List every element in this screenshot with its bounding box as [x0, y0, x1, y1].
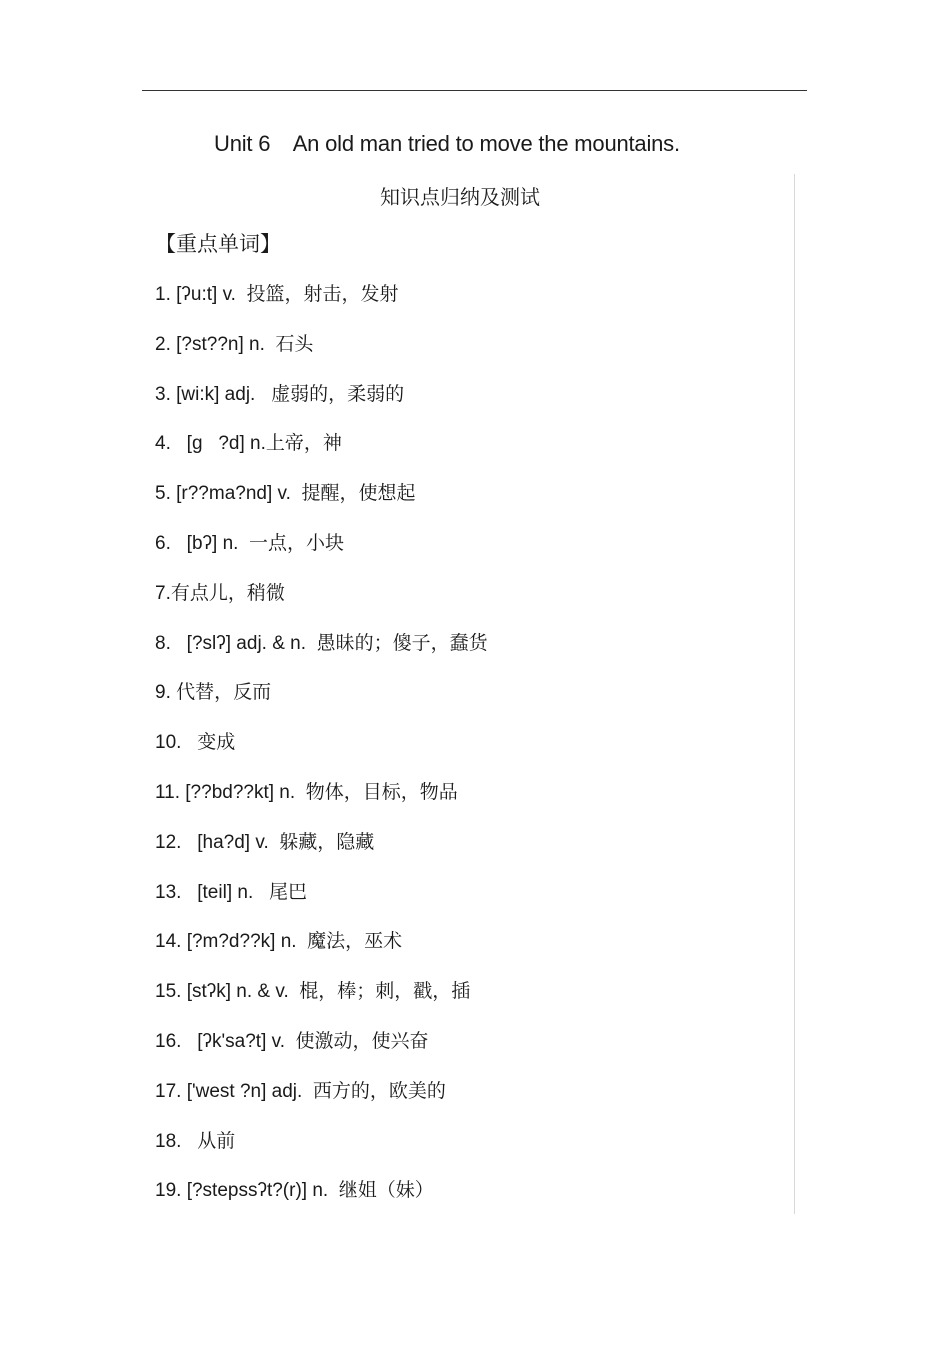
list-item: 5. [r??ma?nd] v. 提醒，使想起 [155, 483, 416, 505]
list-item: 10. 变成 [155, 732, 236, 754]
list-item: 4. [ɡ ?d] n.上帝，神 [155, 433, 342, 455]
list-item: 11. [??bd??kt] n. 物体，目标，物品 [155, 781, 458, 803]
list-item: 14. [?m?d??k] n. 魔法，巫术 [155, 931, 403, 953]
list-item: 7.有点儿，稍微 [155, 582, 285, 604]
list-item: 3. [wi:k] adj. 虚弱的，柔弱的 [155, 383, 405, 405]
margin-rule [794, 174, 795, 1214]
page-subtitle: 知识点归纳及测试 [380, 185, 540, 209]
list-item: 15. [stʔk] n. & v. 棍，棒；刺，戳，插 [155, 981, 471, 1003]
list-item: 18. 从前 [155, 1130, 236, 1152]
section-heading: 【重点单词】 [155, 232, 281, 256]
list-item: 8. [?slʔ] adj. & n. 愚昧的；傻子，蠢货 [155, 632, 488, 654]
list-item: 1. [ʔu:t] v. 投篮，射击，发射 [155, 284, 399, 305]
list-item: 13. [teil] n. 尾巴 [155, 881, 308, 903]
unit-title: Unit 6 An old man tried to move the mountains. [214, 131, 680, 156]
list-item: 12. [ha?d] v. 躲藏，隐藏 [155, 831, 375, 853]
list-item: 19. [?stepssʔt?(r)] n. 继姐（妹） [155, 1180, 434, 1202]
list-item: 9. 代替，反而 [155, 682, 272, 704]
list-item: 17. ['west ?n] adj. 西方的，欧美的 [155, 1080, 446, 1102]
list-item: 6. [bʔ] n. 一点，小块 [155, 532, 344, 554]
list-item: 2. [?st??n] n. 石头 [155, 333, 314, 355]
list-item: 16. [ʔk'sa?t] v. 使激动，使兴奋 [155, 1030, 429, 1052]
vocabulary-list [155, 282, 488, 1228]
header-rule [142, 90, 807, 91]
